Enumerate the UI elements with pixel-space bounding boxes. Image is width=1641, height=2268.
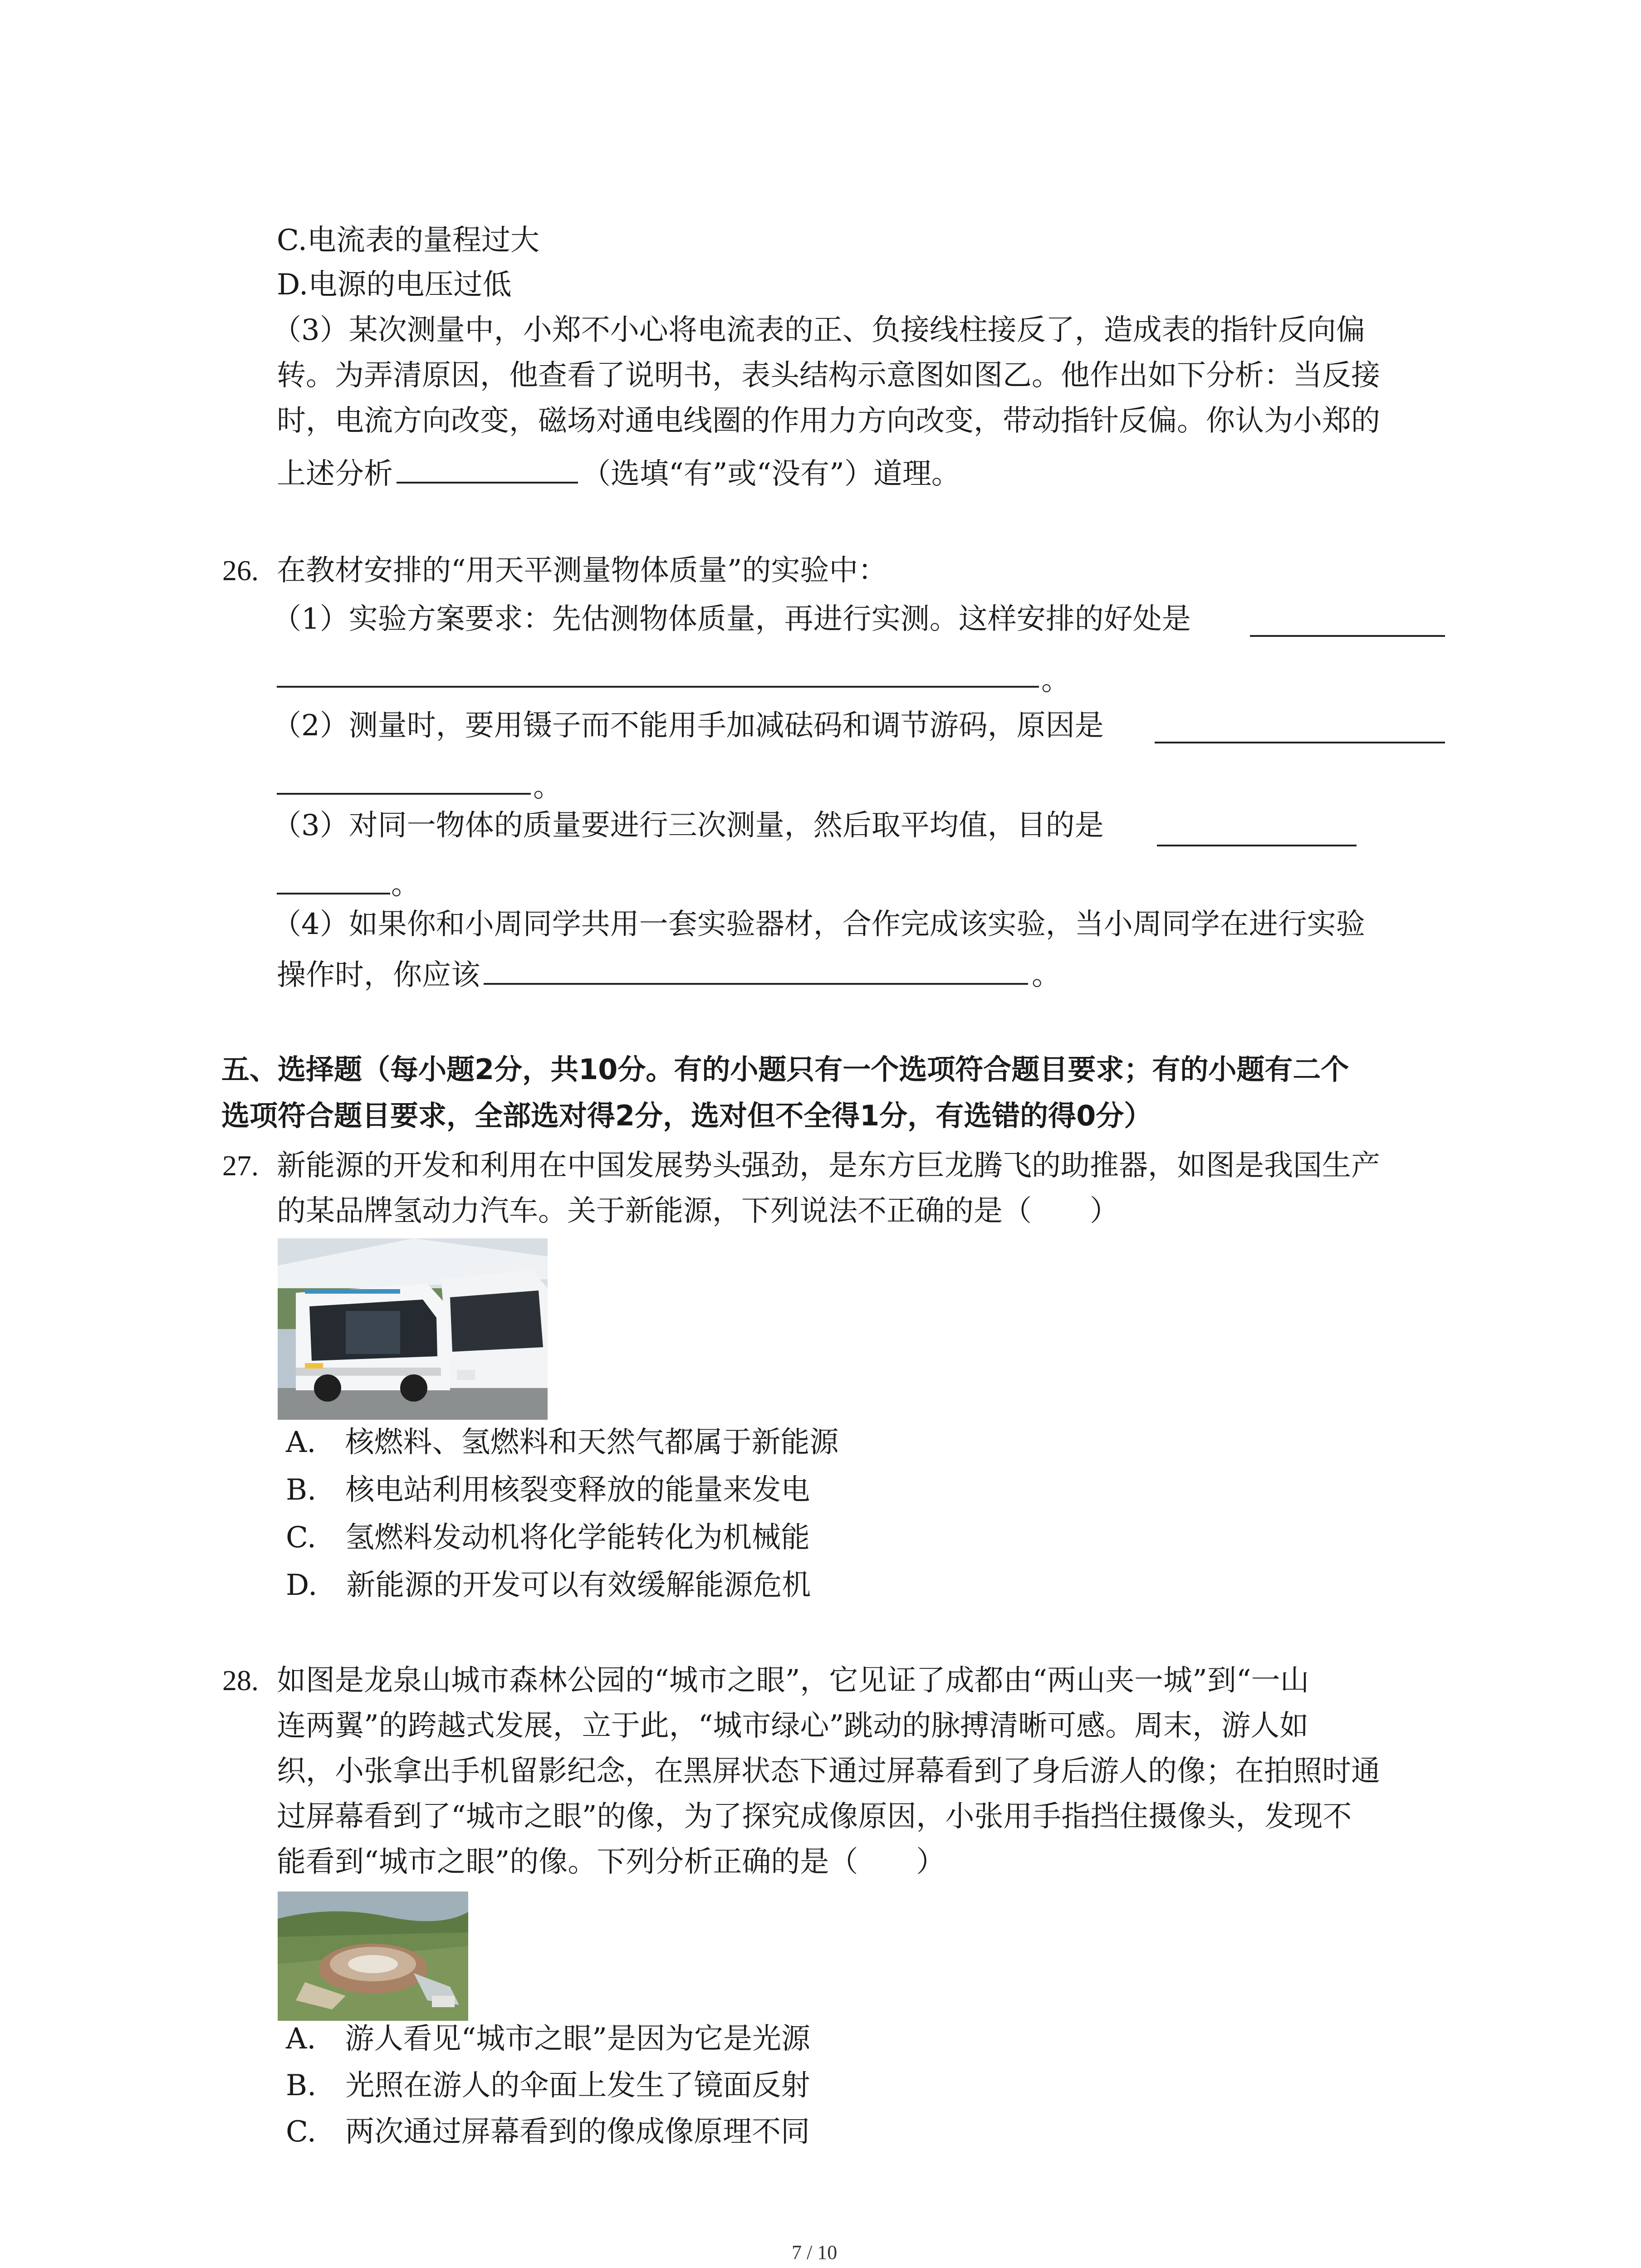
q25-part3-line3: 时，电流方向改变，磁场对通电线圈的作用力方向改变，带动指针反偏。你认为小郑的 — [277, 404, 1380, 438]
q26-part2: （2）测量时，要用镊子而不能用手加减砝码和调节游码，原因是 — [272, 709, 1104, 743]
answer-blank[interactable] — [1250, 635, 1445, 637]
q28-option-b[interactable]: B. 光照在游人的伞面上发生了镜面反射 — [286, 2069, 810, 2102]
q27-stem-line2: 的某品牌氢动力汽车。关于新能源，下列说法不正确的是（ ） — [277, 1194, 1119, 1228]
q26-stem: 在教材安排的“用天平测量物体质量”的实验中： — [277, 554, 887, 587]
question-number: 27. — [222, 1149, 259, 1182]
q25-part3-line1: （3）某次测量中，小郑不小心将电流表的正、负接线柱接反了，造成表的指针反向偏 — [272, 313, 1365, 347]
q28-stem-line5: 能看到“城市之眼”的像。下列分析正确的是（ ） — [277, 1845, 945, 1879]
period: 。 — [391, 868, 420, 901]
q25-part3-line2: 转。为弄清原因，他查看了说明书，表头结构示意图如图乙。他作出如下分析：当反接 — [277, 359, 1380, 392]
q25-line4-suffix: （选填“有”或“没有”）道理。 — [582, 457, 960, 491]
q28-stem-line2: 连两翼”的跨越式发展，立于此，“城市绿心”跳动的脉搏清晰可感。周末，游人如 — [277, 1709, 1309, 1743]
q27-stem-line1: 新能源的开发和利用在中国发展势头强劲，是东方巨龙腾飞的助推器，如图是我国生产 — [277, 1149, 1380, 1183]
answer-blank[interactable] — [277, 793, 531, 795]
answer-blank[interactable] — [397, 454, 578, 484]
period: 。 — [533, 770, 562, 804]
page-number: 7 / 10 — [792, 2241, 838, 2263]
q27-option-a[interactable]: A. 核燃料、氢燃料和天然气都属于新能源 — [286, 1426, 839, 1459]
answer-blank[interactable] — [277, 893, 390, 894]
answer-blank[interactable] — [484, 955, 1028, 985]
q28-stem-line4: 过屏幕看到了“城市之眼”的像，为了探究成像原因，小张用手指挡住摄像头，发现不 — [277, 1800, 1352, 1833]
option-c: C.电流表的量程过大 — [277, 224, 540, 257]
q28-option-a[interactable]: A. 游人看见“城市之眼”是因为它是光源 — [286, 2022, 810, 2056]
q26-part3: （3）对同一物体的质量要进行三次测量，然后取平均值，目的是 — [272, 809, 1104, 842]
answer-blank[interactable] — [1155, 742, 1445, 743]
q26-part4-prefix: 操作时，你应该 — [277, 958, 480, 992]
q27-option-c[interactable]: C. 氢燃料发动机将化学能转化为机械能 — [286, 1521, 810, 1554]
answer-blank[interactable] — [1157, 845, 1357, 846]
hydrogen-bus-photo — [278, 1238, 548, 1420]
option-d: D.电源的电压过低 — [277, 268, 512, 302]
q28-stem-line3: 织，小张拿出手机留影纪念，在黑屏状态下通过屏幕看到了身后游人的像；在拍照时通 — [277, 1755, 1380, 1788]
section-heading-line1: 五、选择题（每小题2分，共10分。有的小题只有一个选项符合题目要求；有的小题有二个 — [221, 1053, 1349, 1086]
answer-blank[interactable] — [277, 686, 1039, 688]
q26-part4-line1: （4）如果你和小周同学共用一套实验器材，合作完成该实验，当小周同学在进行实验 — [272, 908, 1365, 941]
q27-option-b[interactable]: B. 核电站利用核裂变释放的能量来发电 — [286, 1473, 810, 1507]
period: 。 — [1032, 958, 1061, 992]
city-eye-photo — [278, 1892, 468, 2021]
q27-option-d[interactable]: D. 新能源的开发可以有效缓解能源危机 — [286, 1569, 811, 1602]
question-number: 28. — [222, 1664, 259, 1696]
period: 。 — [1041, 664, 1070, 697]
section-heading-line2: 选项符合题目要求，全部选对得2分，选对但不全得1分，有选错的得0分） — [221, 1099, 1152, 1132]
question-number: 26. — [222, 554, 259, 587]
q26-part4-line2 — [277, 955, 1061, 993]
q28-stem-line1: 如图是龙泉山城市森林公园的“城市之眼”，它见证了成都由“两山夹一城”到“一山 — [277, 1664, 1309, 1697]
q26-part1: （1）实验方案要求：先估测物体质量，再进行实测。这样安排的好处是 — [272, 602, 1191, 636]
q28-option-c[interactable]: C. 两次通过屏幕看到的像成像原理不同 — [286, 2115, 810, 2149]
q25-line4-prefix: 上述分析 — [277, 457, 393, 491]
q25-part3-line4 — [277, 454, 960, 492]
